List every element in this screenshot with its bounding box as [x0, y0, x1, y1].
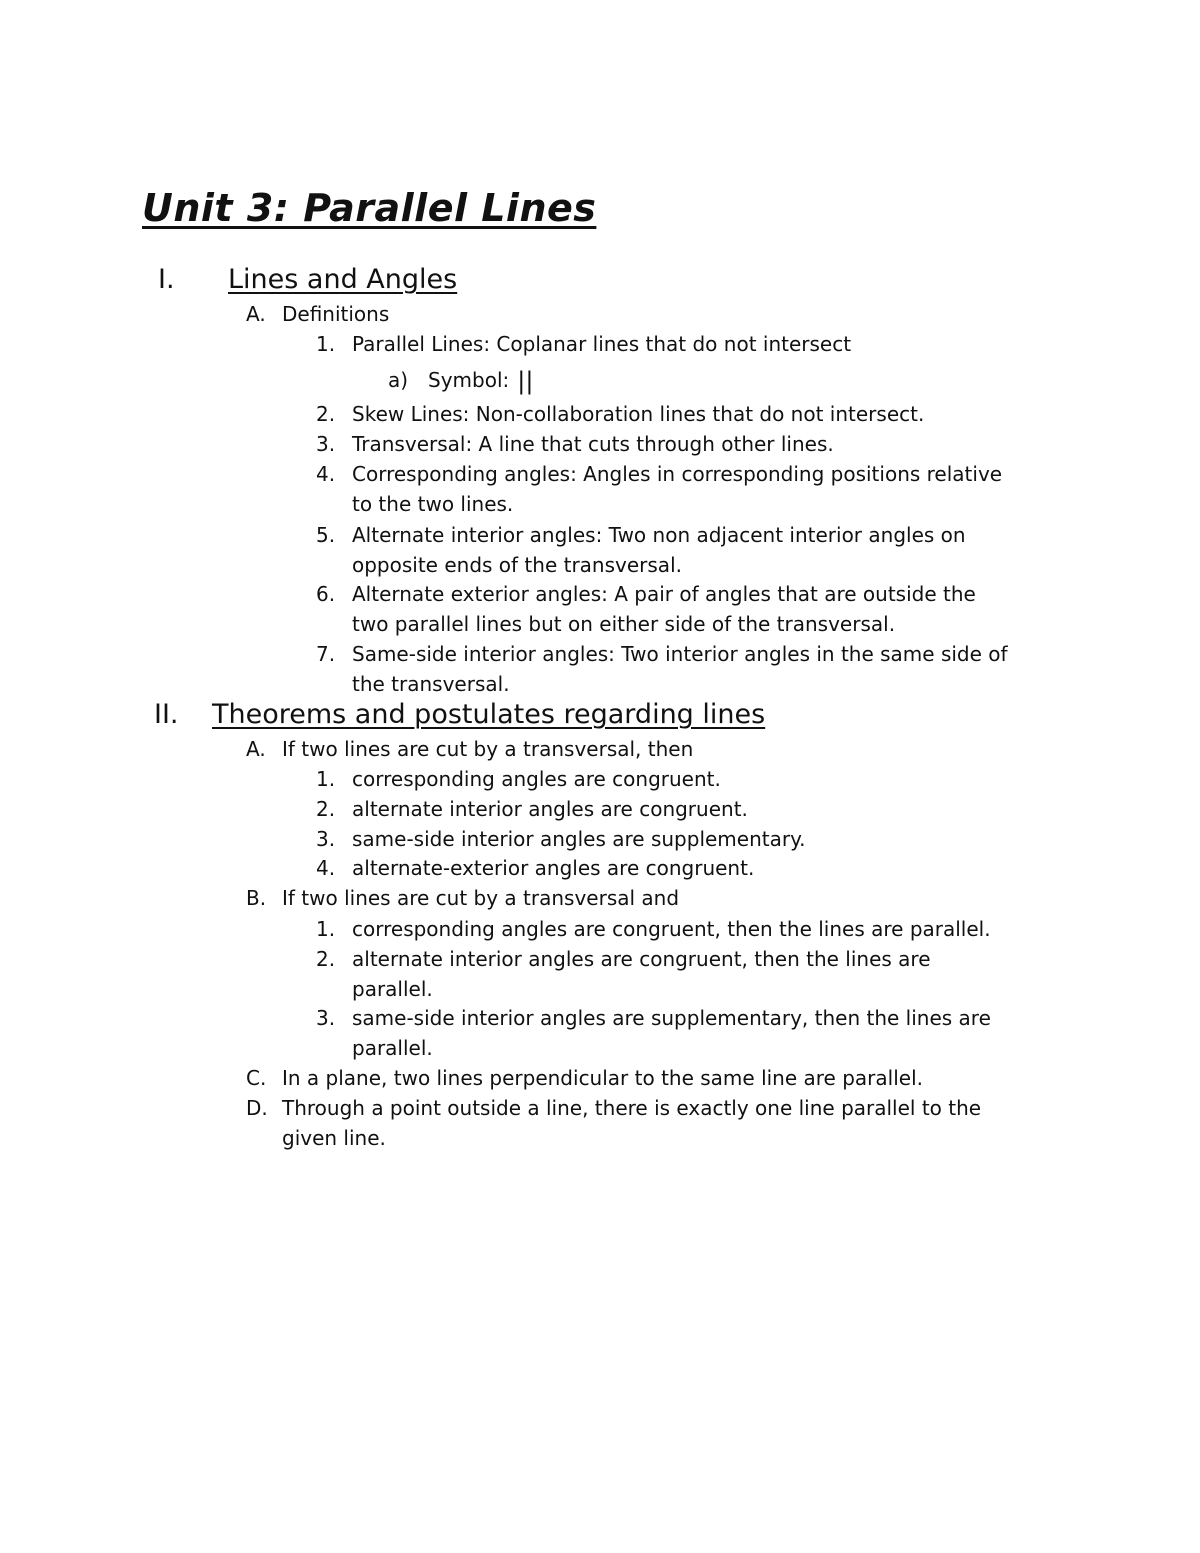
item-marker: 7.	[316, 642, 336, 666]
section-title: Lines and Angles	[228, 264, 458, 295]
symbol-label: Symbol:	[428, 368, 510, 392]
item-text-continued: parallel.	[352, 1036, 433, 1060]
item-text: Corresponding angles: Angles in corresponding positions relative	[352, 462, 1003, 486]
item-text: same-side interior angles are supplementary.	[352, 827, 806, 851]
item-marker: 1.	[316, 767, 336, 791]
item-marker: 2.	[316, 797, 336, 821]
item-text: Alternate interior angles: Two non adjacent interior angles on	[352, 523, 966, 547]
item-marker: 4.	[316, 856, 336, 880]
item-text: alternate interior angles are congruent.	[352, 797, 748, 821]
subsection-marker: D.	[246, 1096, 268, 1120]
subsection-marker: C.	[246, 1066, 267, 1090]
item-text: Alternate exterior angles: A pair of angles that are outside the	[352, 582, 976, 606]
item-text-continued: opposite ends of the transversal.	[352, 553, 682, 577]
subsection-text: In a plane, two lines perpendicular to the same line are parallel.	[282, 1066, 923, 1090]
item-text: Same-side interior angles: Two interior angles in the same side of	[352, 642, 1008, 666]
subsection-text: Definitions	[282, 302, 390, 326]
item-marker: 2.	[316, 947, 336, 971]
section-marker: II.	[154, 699, 179, 730]
item-text: same-side interior angles are supplementary, then the lines are	[352, 1006, 991, 1030]
item-marker: 5.	[316, 523, 336, 547]
item-marker: 1.	[316, 917, 336, 941]
item-text-continued: the transversal.	[352, 672, 510, 696]
item-text: alternate interior angles are congruent, then the lines are	[352, 947, 931, 971]
item-text: Skew Lines: Non-collaboration lines that do not intersect.	[352, 402, 925, 426]
item-text: alternate-exterior angles are congruent.	[352, 856, 755, 880]
item-marker: 4.	[316, 462, 336, 486]
subsection-marker: B.	[246, 886, 267, 910]
item-marker: 1.	[316, 332, 336, 356]
subsection-marker: A.	[246, 737, 266, 761]
item-marker: 2.	[316, 402, 336, 426]
parallel-symbol-icon: ||	[517, 367, 534, 395]
item-text-continued: to the two lines.	[352, 492, 514, 516]
section-title: Theorems and postulates regarding lines	[212, 699, 766, 730]
document-title: Unit 3: Parallel Lines	[142, 186, 597, 230]
section-marker: I.	[158, 264, 175, 295]
subsection-text: Through a point outside a line, there is exactly one line parallel to the	[282, 1096, 982, 1120]
subsection-text-continued: given line.	[282, 1126, 386, 1150]
item-text-continued: parallel.	[352, 977, 433, 1001]
item-text: corresponding angles are congruent, then the lines are parallel.	[352, 917, 991, 941]
subsection-text: If two lines are cut by a transversal, then	[282, 737, 694, 761]
item-marker: 3.	[316, 827, 336, 851]
item-text	[428, 365, 533, 396]
subsection-text: If two lines are cut by a transversal and	[282, 886, 680, 910]
item-marker: 3.	[316, 1006, 336, 1030]
item-marker: 6.	[316, 582, 336, 606]
item-marker: 3.	[316, 432, 336, 456]
item-text-continued: two parallel lines but on either side of the transversal.	[352, 612, 896, 636]
item-text: corresponding angles are congruent.	[352, 767, 721, 791]
item-text: Transversal: A line that cuts through other lines.	[352, 432, 834, 456]
item-text: Parallel Lines: Coplanar lines that do not intersect	[352, 332, 852, 356]
item-marker: a)	[388, 368, 409, 392]
subsection-marker: A.	[246, 302, 266, 326]
